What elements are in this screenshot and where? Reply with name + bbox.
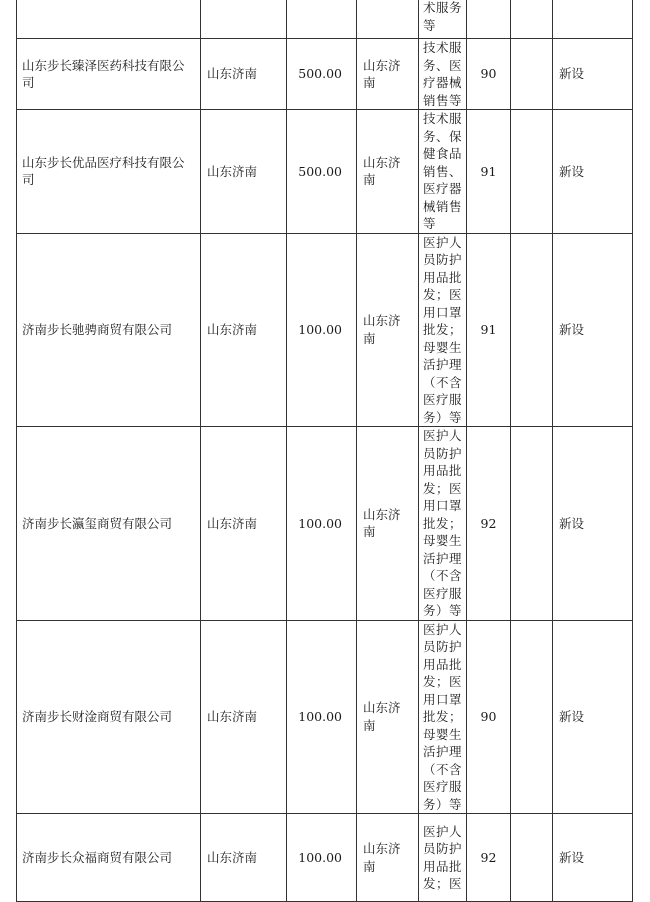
cell-note: 新设: [553, 427, 633, 621]
cell-blank: [511, 39, 553, 110]
cell-name: 山东步长优品医疗科技有限公司: [17, 110, 201, 234]
cell-place: [201, 0, 287, 39]
cell-place: 山东济南: [201, 39, 287, 110]
cell-blank: [511, 233, 553, 427]
cell-capital: 500.00: [287, 110, 357, 234]
cell-scope: 术服务 等: [419, 0, 467, 39]
cell-city: 山东济南: [357, 814, 419, 902]
cell-place: 山东济南: [201, 427, 287, 621]
cell-place: 山东济南: [201, 110, 287, 234]
cell-pct: 91: [467, 110, 511, 234]
cell-scope: 医护人员防护用品批发；医用口罩批发；母婴生活护理（不含医疗服务）等: [419, 233, 467, 427]
cell-capital: 100.00: [287, 620, 357, 814]
cell-name: 济南步长财淦商贸有限公司: [17, 620, 201, 814]
cell-scope: 医护人员防护用品批发；医用口罩批发；母婴生活护理（不含医疗服务）等: [419, 427, 467, 621]
cell-pct: 90: [467, 39, 511, 110]
cell-pct: 92: [467, 814, 511, 902]
cell-note: 新设: [553, 110, 633, 234]
cell-blank: [511, 620, 553, 814]
cell-capital: 100.00: [287, 233, 357, 427]
cell-note: 新设: [553, 620, 633, 814]
cell-name: [17, 0, 201, 39]
cell-blank: [511, 110, 553, 234]
cell-capital: 500.00: [287, 39, 357, 110]
cell-place: 山东济南: [201, 620, 287, 814]
subsidiary-table: [16, 0, 633, 902]
cell-city: 山东济南: [357, 233, 419, 427]
cell-city: 山东济南: [357, 110, 419, 234]
table-row: [17, 427, 633, 621]
cell-note: 新设: [553, 233, 633, 427]
cell-scope: 医护人员防护用品批发；医: [419, 814, 467, 902]
cell-pct: 90: [467, 620, 511, 814]
cell-scope: 技术服务、医疗器械销售等: [419, 39, 467, 110]
cell-city: 山东济南: [357, 427, 419, 621]
cell-scope: 医护人员防护用品批发；医用口罩批发；母婴生活护理（不含医疗服务）等: [419, 620, 467, 814]
table-row: [17, 110, 633, 234]
cell-blank: [511, 0, 553, 39]
cell-capital: 100.00: [287, 814, 357, 902]
cell-pct: [467, 0, 511, 39]
cell-note: 新设: [553, 814, 633, 902]
cell-place: 山东济南: [201, 814, 287, 902]
table-row: [17, 39, 633, 110]
cell-note: [553, 0, 633, 39]
table-row: [17, 620, 633, 814]
cell-capital: [287, 0, 357, 39]
cell-place: 山东济南: [201, 233, 287, 427]
cell-pct: 91: [467, 233, 511, 427]
cell-scope: 技术服务、保健食品销售、医疗器械销售等: [419, 110, 467, 234]
cell-blank: [511, 427, 553, 621]
cell-note: 新设: [553, 39, 633, 110]
cell-name: 济南步长众福商贸有限公司: [17, 814, 201, 902]
cell-city: [357, 0, 419, 39]
cell-city: 山东济南: [357, 39, 419, 110]
cell-city: 山东济南: [357, 620, 419, 814]
table-row: [17, 0, 633, 39]
cell-capital: 100.00: [287, 427, 357, 621]
cell-pct: 92: [467, 427, 511, 621]
table-row: [17, 233, 633, 427]
table-body: [17, 0, 633, 902]
cell-name: 山东步长臻泽医药科技有限公司: [17, 39, 201, 110]
cell-name: 济南步长驰骋商贸有限公司: [17, 233, 201, 427]
cell-name: 济南步长瀛玺商贸有限公司: [17, 427, 201, 621]
